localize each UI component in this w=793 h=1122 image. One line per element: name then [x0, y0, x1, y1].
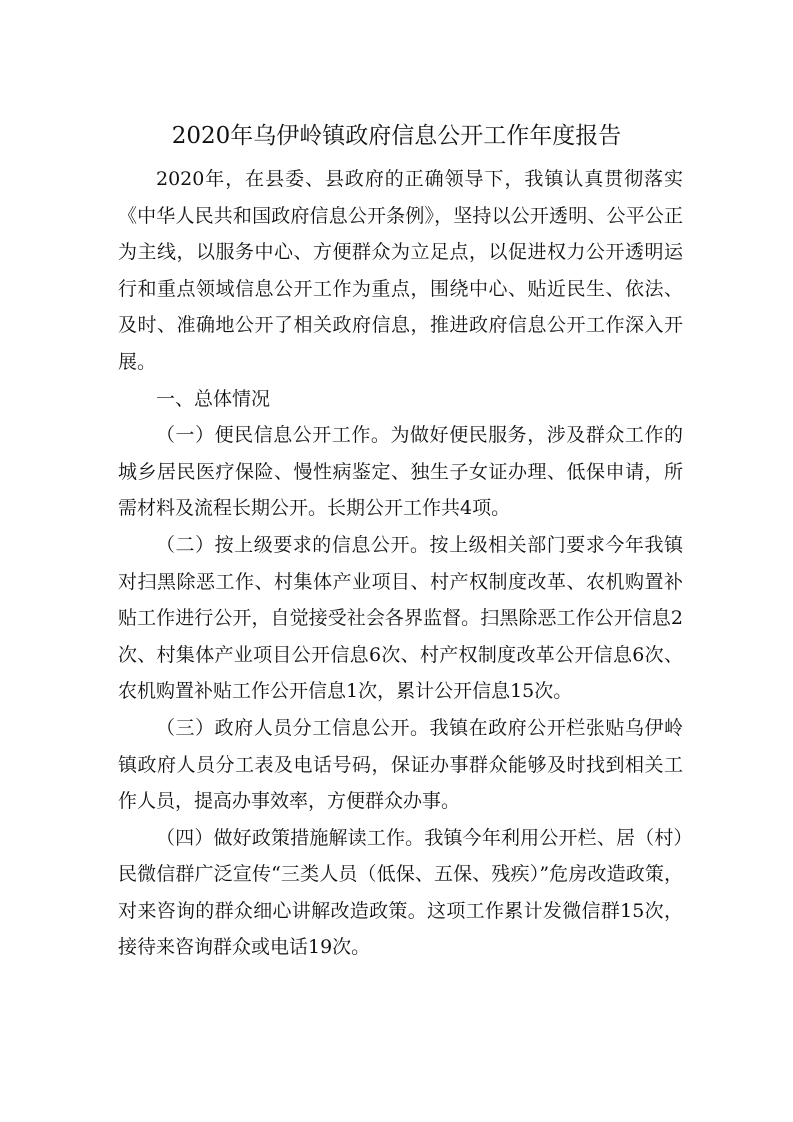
paragraph-convenience-info: （一）便民信息公开工作。为做好便民服务，涉及群众工作的城乡居民医疗保险、慢性病鉴定、独生子女证办理、低保申请，所需材料及流程长期公开。长期公开工作共4项。 [118, 424, 683, 520]
section-heading-overview: 一、总体情况 [156, 387, 271, 410]
intro-paragraph: 2020年，在县委、县政府的正确领导下，我镇认真贯彻落实《中华人民共和国政府信息公开条例》，坚持以公开透明、公平公正为主线，以服务中心、方便群众为立足点，以促进权力公开透明运行和重点领域信息公开工作为重点，围绕中心、贴近民生、依法、及时、准确地公开了相关政府信息，推进政府信息公开工作深入开展。 [118, 168, 683, 373]
paragraph-superior-requirements: （二）按上级要求的信息公开。按上级相关部门要求今年我镇对扫黑除恶工作、村集体产业项目、村产权制度改革、农机购置补贴工作进行公开，自觉接受社会各界监督。扫黑除恶工作公开信息2次、村集体产业项目公开信息6次、村产权制度改革公开信息6次、农机购置补贴工作公开信息1次，累计公开信息15次。 [118, 533, 683, 703]
paragraph-staff-division: （三）政府人员分工信息公开。我镇在政府公开栏张贴乌伊岭镇政府人员分工表及电话号码，保证办事群众能够及时找到相关工作人员，提高办事效率，方便群众办事。 [118, 716, 683, 813]
paragraph-policy-interpretation: （四）做好政策措施解读工作。我镇今年利用公开栏、居（村）民微信群广泛宣传“三类人员（低保、五保、残疾）”危房改造政策，对来咨询的群众细心讲解改造政策。这项工作累计发微信群15次，接待来咨询群众或电话19次。 [118, 826, 683, 959]
document-title: 2020年乌伊岭镇政府信息公开工作年度报告 [171, 123, 622, 149]
document-body [118, 161, 683, 966]
